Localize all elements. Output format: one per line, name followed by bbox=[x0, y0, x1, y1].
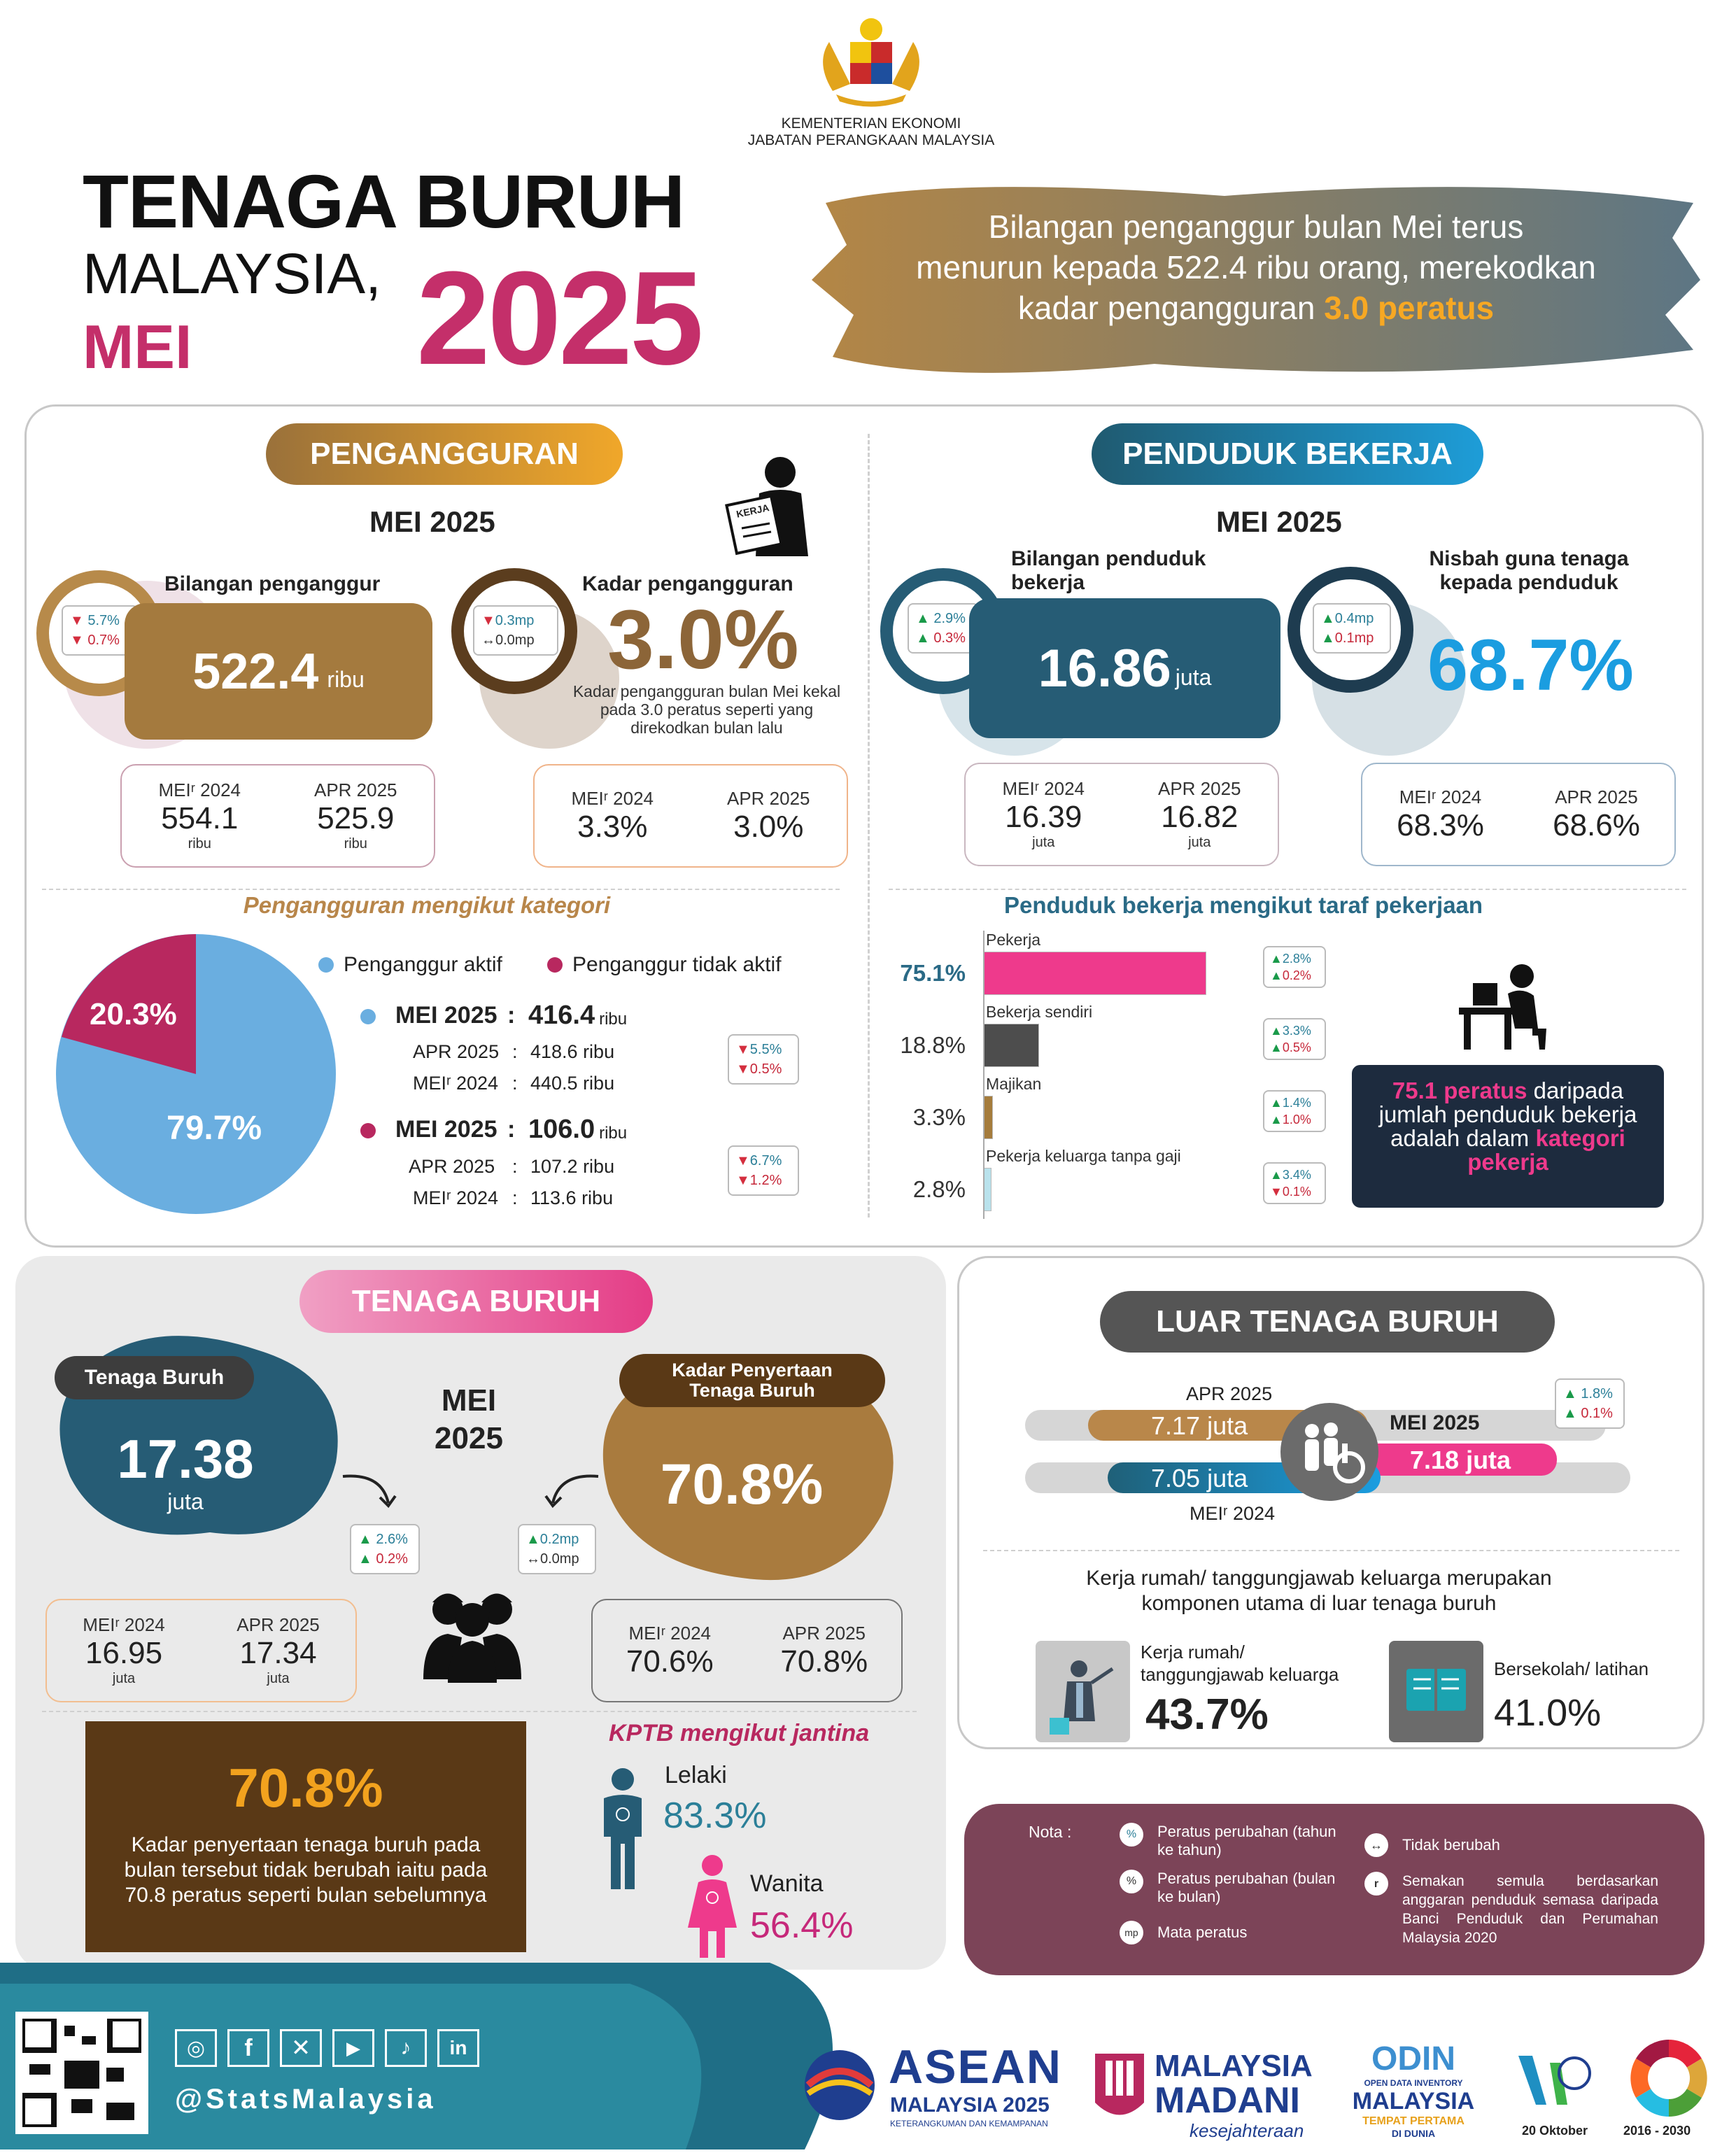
emp-count-compare bbox=[964, 763, 1279, 866]
status-bar-category-0: Pekerja bbox=[986, 931, 1040, 949]
emp-ratio-prev-value-2: 68.6% bbox=[1553, 807, 1640, 842]
inactive-mei24-label: MEIʳ 2024 bbox=[413, 1187, 499, 1208]
title-month: MEI bbox=[83, 312, 192, 381]
active-main-value: 416.4 bbox=[528, 1001, 595, 1030]
status-bar-category-1: Bekerja sendiri bbox=[986, 1003, 1093, 1021]
right-divider bbox=[889, 889, 1686, 890]
emp-ratio-prev-label-2: APR 2025 bbox=[1555, 786, 1638, 807]
lf-period-line1: MEI bbox=[441, 1383, 497, 1418]
unemp-count-value: 522.4 bbox=[192, 643, 319, 700]
housework-icon bbox=[1036, 1641, 1130, 1742]
unemp-rate-prev-value-1: 3.3% bbox=[577, 809, 648, 844]
emp-count-chg-mom: 0.3% bbox=[933, 630, 966, 646]
active-colon: : bbox=[507, 1002, 516, 1029]
unemp-category-pie bbox=[56, 934, 336, 1214]
lfpr-compare bbox=[591, 1599, 903, 1702]
emp-count-box bbox=[969, 598, 1280, 738]
inactive-mei24-colon: : bbox=[512, 1187, 518, 1208]
status-chg-yoy-3: 3.4% bbox=[1282, 1168, 1311, 1182]
headline-text-3: kadar pengangguran bbox=[1017, 290, 1315, 326]
apr-value: 7.17 juta bbox=[1151, 1411, 1248, 1440]
lfpr-prev-label-2: APR 2025 bbox=[782, 1622, 866, 1644]
status-bar-1 bbox=[983, 1024, 1039, 1067]
status-bar-change-2: ▲1.4% ▲1.0% bbox=[1263, 1090, 1326, 1132]
unemp-count-prev-label-2: APR 2025 bbox=[313, 779, 397, 800]
sdg-logo-icon bbox=[1616, 2036, 1721, 2120]
pie-inactive-pct: 20.3% bbox=[90, 997, 177, 1031]
title-line1: TENAGA BURUH bbox=[83, 159, 684, 243]
status-bar-2 bbox=[983, 1096, 993, 1139]
lf-compare bbox=[45, 1599, 357, 1702]
social-icons bbox=[175, 2029, 479, 2067]
status-bar-value-3: 2.8% bbox=[912, 1176, 966, 1202]
lfpr-summary-value: 70.8% bbox=[228, 1757, 383, 1819]
status-chart-axis bbox=[983, 931, 985, 1219]
active-apr-colon: : bbox=[512, 1041, 518, 1062]
qr-code-icon[interactable] bbox=[15, 2012, 148, 2134]
employment-status-title: Penduduk bekerja mengikut taraf pekerjaan bbox=[1004, 892, 1483, 918]
inactive-apr-value: 107.2 ribu bbox=[530, 1156, 615, 1177]
mei24-value: 7.05 juta bbox=[1151, 1464, 1248, 1492]
lf-chg-mom: 0.2% bbox=[376, 1551, 408, 1567]
unemp-rate-prev-label-1: MEIʳ 2024 bbox=[571, 787, 654, 809]
emp-count-prev-unit-1: juta bbox=[1032, 835, 1055, 850]
unemp-rate-chg-yoy: 0.3mp bbox=[495, 613, 535, 628]
status-note-highlight2: kategori pekerja bbox=[1467, 1125, 1625, 1175]
workers-group-icon bbox=[420, 1574, 525, 1686]
lfpr-prev-value-1: 70.6% bbox=[626, 1644, 714, 1679]
inactive-main-unit: ribu bbox=[599, 1123, 628, 1143]
inactive-main-label: MEI 2025 bbox=[395, 1116, 497, 1143]
emp-ratio-prev-value-1: 68.3% bbox=[1397, 807, 1484, 842]
male-label: Lelaki bbox=[665, 1762, 727, 1788]
housework-value: 43.7% bbox=[1145, 1690, 1269, 1739]
left-divider bbox=[42, 889, 840, 890]
active-main-unit: ribu bbox=[599, 1009, 628, 1029]
inactive-dot bbox=[360, 1123, 376, 1138]
tiktok-icon[interactable]: ♪ bbox=[385, 2029, 427, 2067]
unemp-count-box bbox=[125, 603, 432, 740]
outside-chg-yoy: 1.8% bbox=[1581, 1386, 1613, 1402]
unemployment-period: MEI 2025 bbox=[369, 505, 495, 538]
outside-lf-change: ▲ 1.8% ▲ 0.1% bbox=[1555, 1378, 1625, 1429]
odin-line3: MALAYSIA bbox=[1352, 2088, 1475, 2115]
female-label: Wanita bbox=[750, 1870, 824, 1897]
employment-status-note bbox=[1352, 1065, 1664, 1208]
status-chg-mom-0: 0.2% bbox=[1282, 968, 1311, 982]
odin-line1: ODIN bbox=[1371, 2040, 1455, 2077]
note-icon-mp: mp bbox=[1120, 1921, 1143, 1944]
active-apr-value: 418.6 ribu bbox=[530, 1041, 615, 1062]
status-bar-value-2: 3.3% bbox=[912, 1104, 966, 1130]
female-icon bbox=[684, 1854, 740, 1959]
status-note-highlight: 75.1 peratus bbox=[1392, 1078, 1527, 1103]
mei25-label: MEI 2025 bbox=[1390, 1411, 1480, 1434]
madani-line1: MALAYSIA bbox=[1155, 2049, 1313, 2083]
lfpr-value: 70.8% bbox=[660, 1453, 824, 1516]
note-icon-yoy: % bbox=[1120, 1823, 1143, 1847]
inactive-chg-yoy: 6.7% bbox=[749, 1153, 782, 1169]
status-chg-mom-1: 0.5% bbox=[1282, 1040, 1311, 1054]
note-icon-revised: r bbox=[1364, 1872, 1388, 1896]
lf-prev-unit-1: juta bbox=[112, 1671, 136, 1686]
unemployment-section-label: PENGANGGURAN bbox=[266, 423, 623, 485]
status-chg-mom-2: 1.0% bbox=[1282, 1113, 1311, 1127]
status-bar-change-0: ▲2.8% ▲0.2% bbox=[1263, 946, 1326, 988]
active-change: ▼5.5% ▼0.5% bbox=[728, 1034, 799, 1085]
lf-change: ▲ 2.6% ▲ 0.2% bbox=[350, 1524, 420, 1574]
family-icon bbox=[1280, 1403, 1378, 1501]
unemp-count-label: Bilangan penganggur bbox=[164, 572, 381, 595]
linkedin-icon[interactable]: in bbox=[437, 2029, 479, 2067]
unemp-count-prev-unit-2: ribu bbox=[344, 836, 367, 852]
unemp-rate-value: 3.0% bbox=[607, 593, 799, 686]
emp-count-prev-label-2: APR 2025 bbox=[1157, 778, 1241, 799]
status-bar-change-1: ▲3.3% ▲0.5% bbox=[1263, 1018, 1326, 1060]
status-bar-category-3: Pekerja keluarga tanpa gaji bbox=[986, 1147, 1181, 1165]
unemp-count-change: ▼ 5.7% ▼ 0.7% bbox=[62, 605, 139, 656]
status-chg-yoy-1: 3.3% bbox=[1282, 1024, 1311, 1038]
odin-line4: TEMPAT PERTAMA bbox=[1362, 2115, 1465, 2127]
unemp-rate-change: ▼0.3mp ↔0.0mp bbox=[473, 605, 558, 656]
youtube-icon[interactable]: ▶ bbox=[332, 2029, 374, 2067]
book-icon bbox=[1389, 1641, 1483, 1742]
lf-prev-value-2: 17.34 bbox=[239, 1636, 317, 1670]
outside-lf-section-label: LUAR TENAGA BURUH bbox=[1100, 1291, 1555, 1353]
emp-count-prev-label-1: MEIʳ 2024 bbox=[1002, 778, 1085, 799]
unemp-count-prev-unit-1: ribu bbox=[188, 836, 211, 852]
lf-period-line2: 2025 bbox=[435, 1421, 503, 1455]
lf-prev-label-1: MEIʳ 2024 bbox=[83, 1614, 165, 1635]
asean-sub: MALAYSIA 2025 bbox=[890, 2094, 1050, 2117]
active-main-label: MEI 2025 bbox=[395, 1002, 497, 1029]
stats-day-logo-icon bbox=[1504, 2042, 1595, 2119]
emp-ratio-prev-label-1: MEIʳ 2024 bbox=[1399, 786, 1482, 807]
status-bar-category-2: Majikan bbox=[986, 1075, 1042, 1093]
lfpr-prev-value-2: 70.8% bbox=[780, 1644, 868, 1679]
lfpr-prev-label-1: MEIʳ 2024 bbox=[628, 1622, 711, 1644]
emp-ratio-chg-yoy: 0.4mp bbox=[1334, 611, 1374, 626]
housework-label: Kerja rumah/ tanggungjawab keluarga bbox=[1141, 1642, 1339, 1685]
lf-value: 17.38 bbox=[117, 1428, 254, 1490]
unemp-rate-chg-mom: 0.0mp bbox=[495, 633, 535, 648]
status-bar-0 bbox=[983, 952, 1206, 995]
unemp-count-prev-label-1: MEIʳ 2024 bbox=[158, 779, 241, 800]
ministry-name: KEMENTERIAN EKONOMI bbox=[781, 115, 961, 132]
school-value: 41.0% bbox=[1494, 1692, 1602, 1734]
emp-ratio-value: 68.7% bbox=[1427, 625, 1634, 706]
lf-prev-unit-2: juta bbox=[267, 1671, 290, 1686]
status-chg-mom-3: 0.1% bbox=[1282, 1185, 1311, 1199]
lf-prev-label-2: APR 2025 bbox=[237, 1614, 320, 1635]
unemp-count-unit: ribu bbox=[327, 667, 365, 692]
note-mom: Peratus perubahan (bulan ke bulan) bbox=[1157, 1870, 1336, 1905]
outside-intro: Kerja rumah/ tanggungjawab keluarga merupakan komponen utama di luar tenaga buruh bbox=[1086, 1567, 1552, 1615]
inactive-apr-label: APR 2025 bbox=[409, 1156, 495, 1177]
employed-section-label: PENDUDUK BEKERJA bbox=[1092, 423, 1483, 485]
gender-title: KPTB mengikut jantina bbox=[609, 1720, 870, 1746]
active-chg-yoy: 5.5% bbox=[749, 1042, 782, 1057]
employed-period: MEI 2025 bbox=[1216, 505, 1342, 538]
status-note-text: daripada jumlah penduduk bekerja adalah dalam bbox=[1378, 1078, 1637, 1151]
sdg-years: 2016 - 2030 bbox=[1623, 2124, 1691, 2138]
note-yoy: Peratus perubahan (tahun ke tahun) bbox=[1157, 1823, 1336, 1858]
note-icon-mom: % bbox=[1120, 1870, 1143, 1893]
headline-text-2: menurun kepada 522.4 ribu orang, merekodkan bbox=[916, 249, 1596, 285]
active-apr-label: APR 2025 bbox=[413, 1041, 500, 1062]
x-icon[interactable]: ✕ bbox=[280, 2029, 322, 2067]
asean-tag: KETERANGKUMAN DAN KEMAMPANAN bbox=[890, 2119, 1048, 2129]
arrow-left-icon bbox=[339, 1469, 402, 1511]
active-mei24-value: 440.5 ribu bbox=[530, 1073, 615, 1094]
note-revised: Semakan semula berdasarkan anggaran penduduk semasa daripada Banci Penduduk dan Perumahan Malaysia 2020 bbox=[1402, 1873, 1658, 1946]
outside-chg-mom: 0.1% bbox=[1581, 1406, 1613, 1421]
notes-title: Nota : bbox=[1029, 1823, 1072, 1841]
madani-line2: MADANI bbox=[1155, 2080, 1300, 2121]
male-value: 83.3% bbox=[663, 1795, 767, 1836]
lfpr-chg-mom: 0.0mp bbox=[540, 1551, 579, 1567]
school-label: Bersekolah/ latihan bbox=[1494, 1658, 1649, 1679]
title-line2: MALAYSIA, bbox=[83, 242, 381, 306]
outside-divider bbox=[983, 1550, 1679, 1551]
lfpr-summary-text: Kadar penyertaan tenaga buruh pada bulan tersebut tidak berubah iaitu pada 70.8 peratus seperti bulan sebelumnya bbox=[124, 1833, 488, 1907]
emp-count-chg-yoy: 2.9% bbox=[933, 611, 966, 626]
legend-active-dot bbox=[318, 957, 334, 973]
legend-inactive-label: Penganggur tidak aktif bbox=[572, 953, 782, 976]
legend-active-label: Penganggur aktif bbox=[344, 953, 502, 976]
emp-ratio-label: Nisbah guna tenaga kepada penduduk bbox=[1429, 547, 1629, 594]
inactive-mei24-value: 113.6 ribu bbox=[530, 1187, 614, 1208]
stats-day-date: 20 Oktober bbox=[1522, 2124, 1588, 2138]
lf-chg-yoy: 2.6% bbox=[376, 1532, 408, 1547]
asean-text: ASEAN bbox=[889, 2040, 1063, 2094]
emp-ratio-change: ▲0.4mp ▲0.1mp bbox=[1313, 603, 1391, 654]
odin-line5: DI DUNIA bbox=[1391, 2128, 1436, 2139]
emp-ratio-compare bbox=[1361, 763, 1676, 866]
lfpr-summary-box bbox=[85, 1721, 526, 1952]
lfpr-label: Kadar Penyertaan Tenaga Buruh bbox=[619, 1354, 885, 1407]
unemp-category-title: Pengangguran mengikut kategori bbox=[243, 892, 611, 918]
lf-prev-value-1: 16.95 bbox=[85, 1636, 163, 1670]
emp-count-prev-unit-2: juta bbox=[1188, 835, 1211, 850]
unemp-rate-prev-value-2: 3.0% bbox=[733, 809, 804, 844]
apr-label: APR 2025 bbox=[1186, 1383, 1273, 1404]
facebook-icon[interactable]: f bbox=[227, 2029, 269, 2067]
status-chg-yoy-2: 1.4% bbox=[1282, 1096, 1311, 1110]
unemp-count-prev-value-1: 554.1 bbox=[161, 801, 239, 835]
active-chg-mom: 0.5% bbox=[749, 1061, 782, 1077]
emp-ratio-chg-mom: 0.1mp bbox=[1334, 630, 1374, 646]
panel-divider bbox=[868, 434, 870, 1217]
unemp-rate-prev-label-2: APR 2025 bbox=[726, 787, 810, 809]
headline-highlight: 3.0 peratus bbox=[1324, 290, 1495, 326]
worker-desk-icon bbox=[1455, 962, 1553, 1053]
unemp-count-chg-mom: 0.7% bbox=[87, 633, 120, 648]
mei25-value: 7.18 juta bbox=[1410, 1446, 1511, 1474]
job-seeker-icon bbox=[721, 455, 819, 560]
inactive-change: ▼6.7% ▼1.2% bbox=[728, 1145, 799, 1196]
legend-inactive bbox=[547, 953, 782, 977]
employment-status-chart bbox=[889, 924, 1311, 1231]
emp-count-prev-value-1: 16.39 bbox=[1005, 800, 1082, 834]
inactive-apr-colon: : bbox=[512, 1156, 518, 1177]
active-mei24-label: MEIʳ 2024 bbox=[413, 1073, 499, 1094]
active-dot bbox=[360, 1009, 376, 1024]
status-bar-value-1: 18.8% bbox=[900, 1032, 966, 1058]
unemp-count-prev-value-2: 525.9 bbox=[317, 801, 395, 835]
emp-count-prev-value-2: 16.82 bbox=[1161, 800, 1239, 834]
coat-of-arms-icon bbox=[808, 14, 934, 112]
unemp-rate-note: Kadar pengangguran bulan Mei kekal pada 3.0 peratus seperti yang direkodkan bulan lalu bbox=[572, 682, 841, 737]
lfpr-chg-yoy: 0.2mp bbox=[539, 1532, 579, 1547]
status-bar-value-0: 75.1% bbox=[900, 960, 966, 986]
department-name: JABATAN PERANGKAAN MALAYSIA bbox=[747, 132, 995, 148]
male-icon bbox=[598, 1767, 647, 1893]
status-chg-yoy-0: 2.8% bbox=[1282, 952, 1311, 966]
odin-line2: OPEN DATA INVENTORY bbox=[1364, 2078, 1463, 2088]
title-year: 2025 bbox=[416, 244, 701, 393]
note-icon-unchanged: ↔ bbox=[1364, 1833, 1388, 1857]
inactive-chg-mom: 1.2% bbox=[749, 1173, 782, 1188]
headline-text-1: Bilangan penganggur bulan Mei terus bbox=[988, 209, 1524, 245]
emp-count-change: ▲ 2.9% ▲ 0.3% bbox=[908, 603, 979, 654]
lf-unit: juta bbox=[167, 1489, 204, 1514]
female-value: 56.4% bbox=[750, 1905, 854, 1946]
unemp-count-compare bbox=[120, 764, 435, 868]
emp-count-unit: juta bbox=[1175, 664, 1212, 690]
madani-line3: kesejahteraan bbox=[1190, 2120, 1304, 2141]
social-handle[interactable]: @StatsMalaysia bbox=[175, 2084, 437, 2115]
arrow-right-icon bbox=[539, 1469, 602, 1511]
instagram-icon[interactable]: ◎ bbox=[175, 2029, 217, 2067]
active-mei24-colon: : bbox=[512, 1073, 518, 1094]
mei24-label: MEIʳ 2024 bbox=[1190, 1503, 1276, 1524]
legend-active bbox=[318, 953, 502, 977]
unemp-rate-compare bbox=[533, 764, 848, 868]
kerja-sign-text: KERJA bbox=[735, 502, 770, 520]
lf-inner-divider bbox=[42, 1711, 917, 1712]
lfpr-change: ▲0.2mp ↔0.0mp bbox=[518, 1524, 596, 1574]
unemp-rate-label: Kadar pengangguran bbox=[582, 572, 793, 595]
legend-inactive-dot bbox=[547, 957, 563, 973]
inactive-main-value: 106.0 bbox=[528, 1115, 595, 1144]
status-bar-change-3: ▲3.4% ▼0.1% bbox=[1263, 1162, 1326, 1204]
lf-label: Tenaga Buruh bbox=[55, 1356, 254, 1399]
madani-logo-icon bbox=[1088, 2047, 1151, 2131]
emp-count-label: Bilangan penduduk bekerja bbox=[1011, 547, 1206, 594]
unemp-count-chg-yoy: 5.7% bbox=[87, 613, 120, 628]
asean-logo-icon bbox=[798, 2043, 882, 2127]
note-mp: Mata peratus bbox=[1157, 1923, 1248, 1941]
labour-force-section-label: TENAGA BURUH bbox=[299, 1270, 653, 1333]
pie-active-pct: 79.7% bbox=[167, 1110, 262, 1147]
inactive-colon: : bbox=[507, 1116, 516, 1143]
emp-count-value: 16.86 bbox=[1038, 638, 1171, 698]
note-unchanged: Tidak berubah bbox=[1402, 1836, 1500, 1854]
